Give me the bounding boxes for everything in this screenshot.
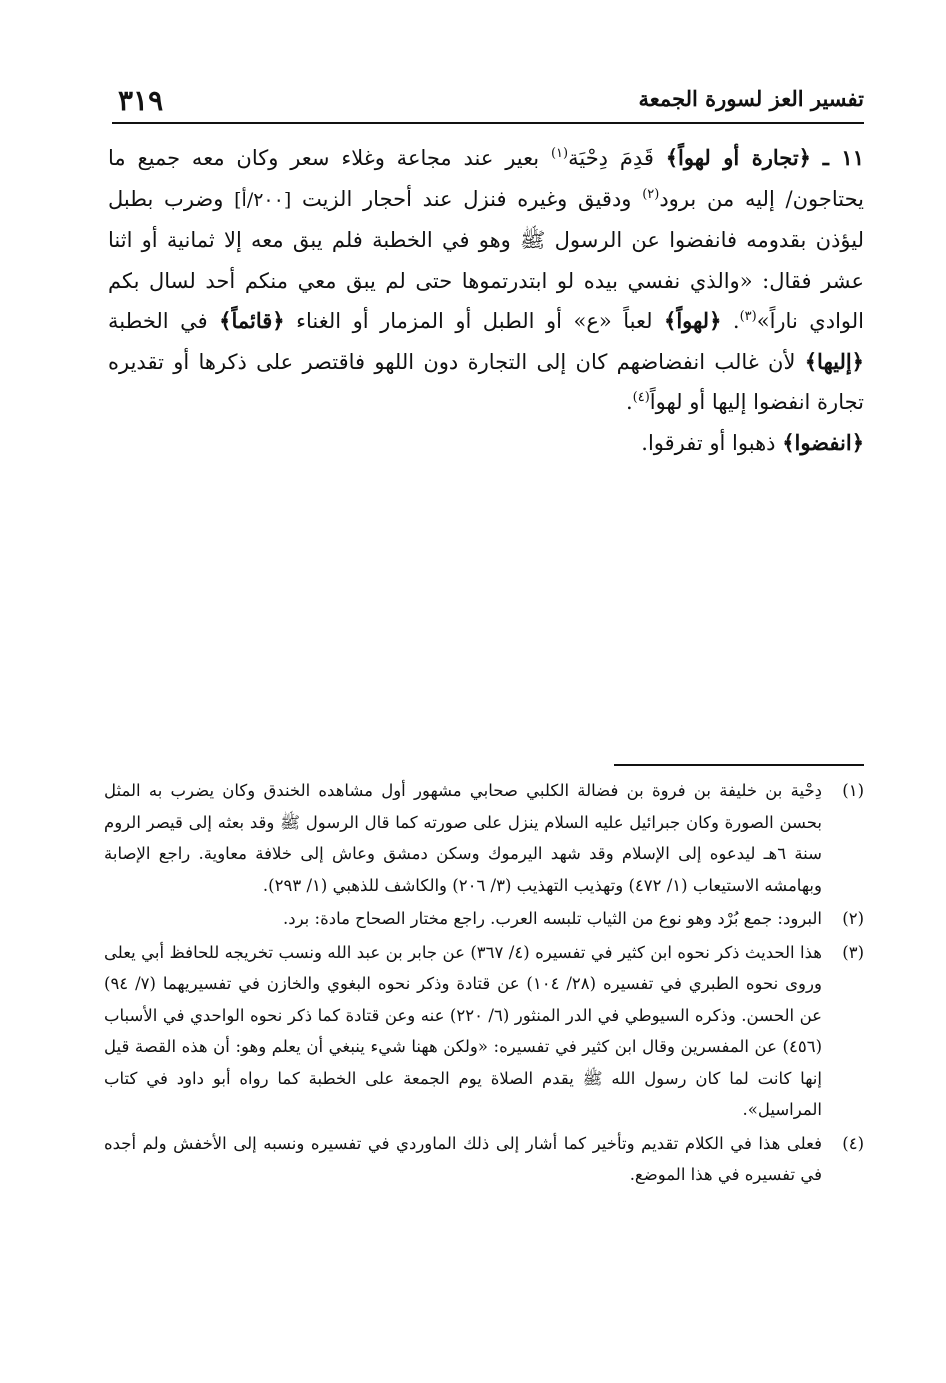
footnote-ref[interactable]: (٣) [739, 309, 757, 324]
footnote-text: البرود: جمع بُرْد وهو نوع من الثياب تلبسه العرب. راجع مختار الصحاح مادة: برد. [282, 909, 822, 928]
quran-quote: ﴿لهواً﴾ [664, 308, 722, 333]
paragraph-verse-11 [108, 138, 864, 423]
page-number: ٣١٩ [118, 84, 164, 117]
quran-quote: ﴿انفضوا﴾ [782, 429, 864, 455]
footnote-2 [104, 903, 864, 935]
footnote-number: (١) [842, 781, 864, 800]
paragraph-infaddu [108, 423, 864, 464]
footnote-4 [104, 1128, 864, 1191]
main-text [108, 138, 864, 463]
body-text: في الخطبة [108, 309, 220, 333]
footnote-number: (٣) [842, 942, 864, 962]
footnote-text: هذا الحديث ذكر نحوه ابن كثير في تفسيره (٤/ ٣٦٧) عن جابر بن عبد الله ونسب تخريجه للحافظ أبي يعلى وروى نحوه الطبري في تفسيره (٢٨/ ١٠٤) عن قتادة وذكر نحوه البغوي والخازن في تفسيريهما (٧/ ٩٤) عن الحسن. وذكره السيوطي في الدر المنثور (٦/ ٢٢٠) عنه وعن قتادة كما ذكر نحوه الواحدي في الأسباب (٤٥٦) عن المفسرين وقال ابن كثير في تفسيره: «ولكن ههنا شيء ينبغي أن يعلم وهو: أن هذه القصة قيل إنها كانت لما كان رسول الله ﷺ يقدم الصلاة يوم الجمعة على الخطبة كما رواه أبو داود في كتاب المراسيل». [104, 942, 823, 1119]
quran-quote: ﴿تجارة أو لهواً﴾ [665, 145, 811, 170]
body-text: بعير عند مجاعة وغلاء سعر وكان معه جميع ما يحتاجون/ إليه من برود [108, 146, 864, 211]
footnotes [104, 775, 864, 1193]
body-text: ودقيق وغيره فنزل عند أحجار الزيت [291, 186, 643, 211]
footnote-number: (٤) [842, 1133, 864, 1153]
footnote-text: دِحْية بن خليفة بن فروة بن فضالة الكلبي صحابي مشهور أول مشاهده الخندق وكان يضرب به المثل بحسن الصورة وكان جبرائيل عليه السلام ينزل على صورته كما قال الرسول ﷺ وقد بعثه إلى قيصر الروم سنة ٦هـ ليدعوه إلى الإسلام وقد شهد اليرموك وسكن دمشق وعاش إلى خلافة معاوية. راجع الإصابة وبهامشه الاستيعاب (١/ ٤٧٢) وتهذيب التهذيب (٣/ ٢٠٦) والكاشف للذهبي (١/ ٢٩٣). [104, 781, 822, 895]
quran-quote: ﴿إليها﴾ [804, 348, 864, 374]
footnote-ref[interactable]: (٢) [642, 186, 660, 202]
manuscript-folio-ref: [٢٠٠/أ] [234, 188, 292, 211]
footnote-ref[interactable]: (١) [550, 146, 569, 161]
footnote-divider [614, 764, 864, 766]
footnote-text: فعلى هذا في الكلام تقديم وتأخير كما أشار إلى ذلك الماوردي في تفسيره ونسبه إلى الأخفش ولم أجده في تفسيره في هذا الموضع. [104, 1133, 822, 1184]
footnote-1 [104, 775, 864, 901]
footnote-ref[interactable]: (٤) [632, 390, 650, 405]
body-text: ذهبوا أو تفرقوا. [641, 430, 783, 455]
page-header [112, 78, 864, 124]
footnote-3 [104, 937, 864, 1126]
body-text: لعباً «ع» أو الطبل أو المزمار أو الغناء [284, 309, 665, 333]
body-text: قَدِمَ دِحْيَة [568, 146, 666, 170]
footnote-number: (٢) [842, 909, 864, 928]
body-text: وضرب بطبل ليؤذن بقدومه فانفضوا عن الرسول ﷺ وهو في الخطبة فلم يبق معه إلا ثمانية أو اثنا عشر فقال: «والذي نفسي بيده لو ابتدرتموها حتى لم يبق معي منكم أحد لسال بكم الوادي ناراً» [108, 186, 864, 333]
body-text: . [625, 390, 633, 414]
body-text: لأن غالب انفضاضهم كان إلى التجارة دون اللهو فاقتصر على ذكرها أو تقديره تجارة انفضوا إليها أو لهواً [108, 349, 864, 414]
quran-quote: ﴿قائماً﴾ [219, 308, 285, 333]
verse-number: ١١ ـ [822, 145, 864, 170]
body-text: . [721, 309, 740, 333]
running-title: تفسير العز لسورة الجمعة [638, 86, 864, 111]
